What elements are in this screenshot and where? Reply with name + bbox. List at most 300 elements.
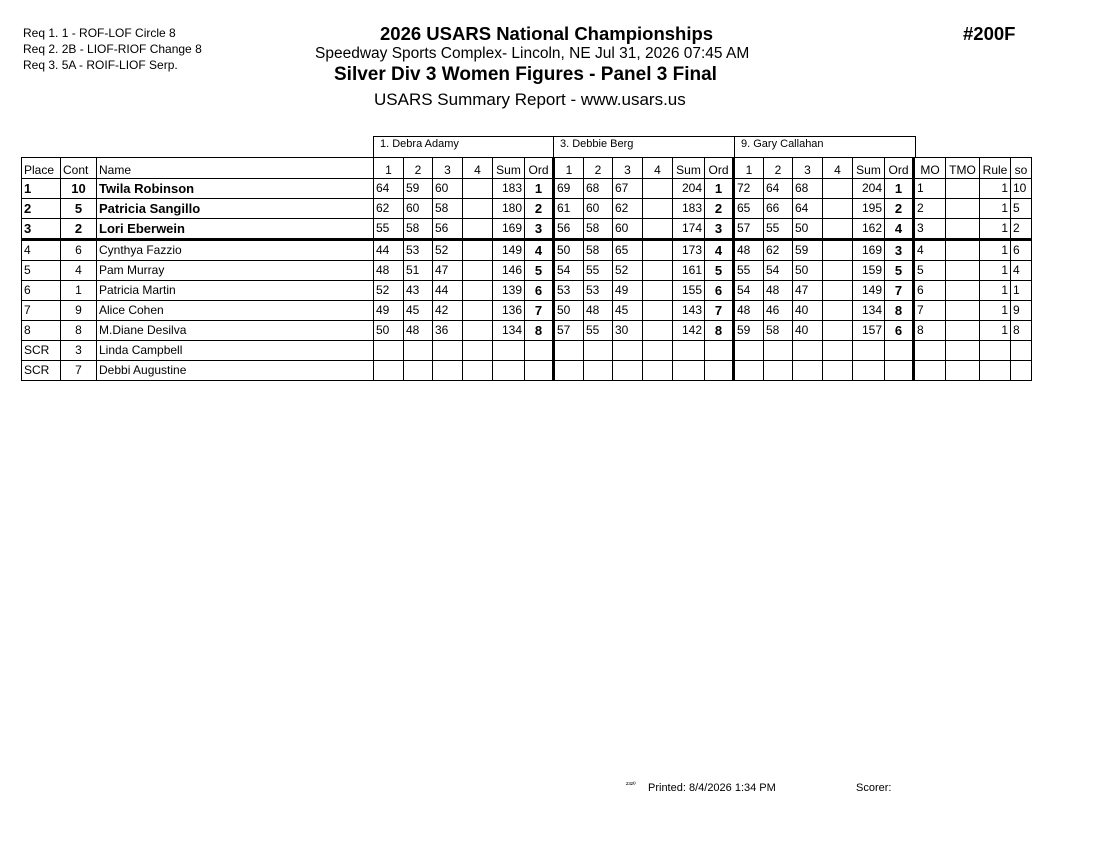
score-cell: 45: [404, 301, 433, 321]
sum-cell: 142: [673, 321, 705, 341]
place-cell: 8: [22, 321, 61, 341]
mo-cell: 3: [914, 219, 946, 240]
sum-cell: 157: [853, 321, 885, 341]
score-cell: [463, 341, 493, 361]
tmo-cell: [946, 179, 980, 199]
col-j1-2: 2: [404, 158, 433, 179]
col-j3-1: 1: [734, 158, 764, 179]
ord-cell: [705, 361, 734, 381]
col-cont: Cont: [61, 158, 97, 179]
sum-cell: [853, 341, 885, 361]
score-cell: 72: [734, 179, 764, 199]
place-cell: 6: [22, 281, 61, 301]
ord-cell: 3: [885, 240, 914, 261]
col-j2-ord: Ord: [705, 158, 734, 179]
table-row: [22, 179, 1032, 199]
cont-cell: 1: [61, 281, 97, 301]
table-row: [22, 361, 1032, 381]
mo-cell: 4: [914, 240, 946, 261]
sum-cell: 134: [493, 321, 525, 341]
score-cell: [823, 361, 853, 381]
col-j1-ord: Ord: [525, 158, 554, 179]
score-cell: 53: [554, 281, 584, 301]
score-cell: 51: [404, 261, 433, 281]
mo-cell: 7: [914, 301, 946, 321]
sum-cell: 136: [493, 301, 525, 321]
score-cell: 65: [734, 199, 764, 219]
score-cell: [823, 240, 853, 261]
place-cell: 2: [22, 199, 61, 219]
sum-cell: 139: [493, 281, 525, 301]
ord-cell: [885, 341, 914, 361]
sum-cell: [673, 361, 705, 381]
score-cell: [404, 361, 433, 381]
col-j2-2: 2: [584, 158, 613, 179]
ord-cell: 4: [705, 240, 734, 261]
ord-cell: 8: [705, 321, 734, 341]
score-cell: [643, 281, 673, 301]
table-row: [22, 341, 1032, 361]
score-cell: [463, 261, 493, 281]
so-cell: [1011, 341, 1032, 361]
cont-cell: 10: [61, 179, 97, 199]
cont-cell: 7: [61, 361, 97, 381]
rule-cell: 1: [980, 261, 1011, 281]
sum-cell: [493, 341, 525, 361]
score-cell: 48: [584, 301, 613, 321]
score-cell: [584, 361, 613, 381]
tmo-cell: [946, 199, 980, 219]
cont-cell: 9: [61, 301, 97, 321]
so-cell: 10: [1011, 179, 1032, 199]
so-cell: 2: [1011, 219, 1032, 240]
score-cell: 55: [374, 219, 404, 240]
footer-code: ²³²º: [626, 782, 636, 789]
sum-cell: [493, 361, 525, 381]
col-so: so: [1011, 158, 1032, 179]
score-cell: [643, 361, 673, 381]
score-cell: [823, 341, 853, 361]
ord-cell: 2: [705, 199, 734, 219]
tmo-cell: [946, 281, 980, 301]
score-cell: [793, 361, 823, 381]
score-cell: 54: [554, 261, 584, 281]
ord-cell: 8: [525, 321, 554, 341]
mo-cell: 6: [914, 281, 946, 301]
score-cell: [734, 361, 764, 381]
score-cell: 62: [613, 199, 643, 219]
score-cell: 48: [764, 281, 793, 301]
score-cell: 69: [554, 179, 584, 199]
score-cell: 60: [433, 179, 463, 199]
requirement-1: Req 1. 1 - ROF-LOF Circle 8: [23, 26, 176, 40]
score-cell: 40: [793, 301, 823, 321]
col-j1-3: 3: [433, 158, 463, 179]
score-cell: 54: [734, 281, 764, 301]
score-cell: 62: [764, 240, 793, 261]
score-cell: 68: [584, 179, 613, 199]
place-cell: 1: [22, 179, 61, 199]
judge-header-3: 9. Gary Callahan: [734, 136, 916, 157]
table-row: [22, 219, 1032, 240]
rule-cell: 1: [980, 301, 1011, 321]
score-cell: [433, 341, 463, 361]
sum-cell: 155: [673, 281, 705, 301]
mo-cell: 1: [914, 179, 946, 199]
rule-cell: 1: [980, 179, 1011, 199]
ord-cell: 6: [525, 281, 554, 301]
score-cell: [643, 321, 673, 341]
score-cell: [463, 281, 493, 301]
score-cell: 42: [433, 301, 463, 321]
so-cell: 5: [1011, 199, 1032, 219]
name-cell: Patricia Martin: [97, 281, 374, 301]
score-cell: [463, 179, 493, 199]
score-cell: 55: [584, 321, 613, 341]
name-cell: Debbi Augustine: [97, 361, 374, 381]
sum-cell: 195: [853, 199, 885, 219]
rule-cell: 1: [980, 199, 1011, 219]
score-cell: [463, 361, 493, 381]
ord-cell: 5: [885, 261, 914, 281]
sum-cell: 204: [853, 179, 885, 199]
score-cell: 36: [433, 321, 463, 341]
col-mo: MO: [914, 158, 946, 179]
so-cell: 6: [1011, 240, 1032, 261]
ord-cell: 1: [705, 179, 734, 199]
sum-cell: 169: [853, 240, 885, 261]
ord-cell: 4: [525, 240, 554, 261]
score-cell: [643, 261, 673, 281]
score-cell: [404, 341, 433, 361]
ord-cell: 2: [885, 199, 914, 219]
sum-cell: 180: [493, 199, 525, 219]
so-cell: 1: [1011, 281, 1032, 301]
table-row: [22, 321, 1032, 341]
col-j1-4: 4: [463, 158, 493, 179]
score-cell: 50: [793, 219, 823, 240]
score-cell: 47: [433, 261, 463, 281]
score-cell: [643, 240, 673, 261]
score-cell: 48: [404, 321, 433, 341]
score-cell: 66: [764, 199, 793, 219]
page-title: 2026 USARS National Championships: [380, 23, 714, 44]
col-j3-4: 4: [823, 158, 853, 179]
score-cell: 48: [734, 301, 764, 321]
place-cell: 5: [22, 261, 61, 281]
score-cell: 59: [734, 321, 764, 341]
cont-cell: 4: [61, 261, 97, 281]
report-name: USARS Summary Report - www.usars.us: [374, 90, 686, 109]
col-j2-4: 4: [643, 158, 673, 179]
table-row: [22, 199, 1032, 219]
ord-cell: [705, 341, 734, 361]
name-cell: Pam Murray: [97, 261, 374, 281]
score-cell: [764, 341, 793, 361]
score-cell: 49: [374, 301, 404, 321]
ord-cell: 3: [705, 219, 734, 240]
cont-cell: 8: [61, 321, 97, 341]
results-table: [21, 157, 1032, 381]
printed-timestamp: Printed: 8/4/2026 1:34 PM: [648, 782, 776, 794]
score-cell: 53: [404, 240, 433, 261]
score-cell: [643, 219, 673, 240]
event-number: #200F: [963, 23, 1016, 44]
score-cell: 56: [433, 219, 463, 240]
score-cell: 48: [374, 261, 404, 281]
name-cell: Linda Campbell: [97, 341, 374, 361]
location-date: Speedway Sports Complex- Lincoln, NE Jul 31, 2026 07:45 AM: [315, 45, 750, 62]
requirement-2: Req 2. 2B - LIOF-RIOF Change 8: [23, 42, 202, 56]
judge-header-1: 1. Debra Adamy: [373, 136, 553, 157]
ord-cell: 7: [705, 301, 734, 321]
score-cell: 57: [734, 219, 764, 240]
mo-cell: 2: [914, 199, 946, 219]
score-cell: [374, 361, 404, 381]
name-cell: M.Diane Desilva: [97, 321, 374, 341]
sum-cell: 162: [853, 219, 885, 240]
mo-cell: [914, 361, 946, 381]
score-cell: 64: [764, 179, 793, 199]
tmo-cell: [946, 321, 980, 341]
score-cell: 60: [584, 199, 613, 219]
score-cell: 60: [404, 199, 433, 219]
mo-cell: 5: [914, 261, 946, 281]
col-j2-1: 1: [554, 158, 584, 179]
ord-cell: 8: [885, 301, 914, 321]
score-cell: 60: [613, 219, 643, 240]
rule-cell: 1: [980, 321, 1011, 341]
score-cell: [823, 219, 853, 240]
score-cell: [764, 361, 793, 381]
score-cell: 55: [584, 261, 613, 281]
score-cell: [613, 341, 643, 361]
score-cell: [643, 301, 673, 321]
score-cell: [734, 341, 764, 361]
ord-cell: 6: [705, 281, 734, 301]
rule-cell: 1: [980, 281, 1011, 301]
score-cell: [823, 301, 853, 321]
score-cell: 62: [374, 199, 404, 219]
ord-cell: 1: [525, 179, 554, 199]
place-cell: SCR: [22, 361, 61, 381]
name-cell: Lori Eberwein: [97, 219, 374, 240]
col-name: Name: [97, 158, 374, 179]
col-j3-3: 3: [793, 158, 823, 179]
score-cell: 55: [734, 261, 764, 281]
score-cell: [613, 361, 643, 381]
so-cell: 8: [1011, 321, 1032, 341]
ord-cell: 3: [525, 219, 554, 240]
sum-cell: 174: [673, 219, 705, 240]
score-cell: [463, 321, 493, 341]
score-cell: 30: [613, 321, 643, 341]
score-cell: 58: [584, 240, 613, 261]
sum-cell: 169: [493, 219, 525, 240]
col-tmo: TMO: [946, 158, 980, 179]
score-cell: [584, 341, 613, 361]
score-cell: 48: [734, 240, 764, 261]
score-cell: 64: [793, 199, 823, 219]
table-header-row: [22, 158, 1032, 179]
col-j3-sum: Sum: [853, 158, 885, 179]
sum-cell: 149: [493, 240, 525, 261]
score-cell: 56: [554, 219, 584, 240]
sum-cell: 173: [673, 240, 705, 261]
cont-cell: 3: [61, 341, 97, 361]
place-cell: 4: [22, 240, 61, 261]
cont-cell: 2: [61, 219, 97, 240]
tmo-cell: [946, 341, 980, 361]
score-cell: 50: [793, 261, 823, 281]
score-cell: 58: [764, 321, 793, 341]
name-cell: Cynthya Fazzio: [97, 240, 374, 261]
col-j1-1: 1: [374, 158, 404, 179]
sum-cell: 204: [673, 179, 705, 199]
score-cell: 55: [764, 219, 793, 240]
place-cell: 3: [22, 219, 61, 240]
score-cell: 50: [554, 301, 584, 321]
place-cell: SCR: [22, 341, 61, 361]
score-cell: 50: [554, 240, 584, 261]
score-cell: 44: [374, 240, 404, 261]
score-cell: [463, 301, 493, 321]
score-cell: [643, 341, 673, 361]
so-cell: [1011, 361, 1032, 381]
name-cell: Patricia Sangillo: [97, 199, 374, 219]
so-cell: 4: [1011, 261, 1032, 281]
score-cell: 59: [404, 179, 433, 199]
place-cell: 7: [22, 301, 61, 321]
score-cell: [463, 219, 493, 240]
score-cell: 64: [374, 179, 404, 199]
score-cell: 65: [613, 240, 643, 261]
judge-header-2: 3. Debbie Berg: [553, 136, 734, 157]
rule-cell: 1: [980, 219, 1011, 240]
sum-cell: 146: [493, 261, 525, 281]
table-row: [22, 281, 1032, 301]
score-cell: 58: [584, 219, 613, 240]
col-j3-ord: Ord: [885, 158, 914, 179]
score-cell: 50: [374, 321, 404, 341]
score-cell: 57: [554, 321, 584, 341]
sum-cell: 159: [853, 261, 885, 281]
ord-cell: 2: [525, 199, 554, 219]
score-cell: 67: [613, 179, 643, 199]
sum-cell: [853, 361, 885, 381]
score-cell: 47: [793, 281, 823, 301]
score-cell: [823, 261, 853, 281]
tmo-cell: [946, 301, 980, 321]
name-cell: Alice Cohen: [97, 301, 374, 321]
score-cell: [463, 240, 493, 261]
score-cell: [823, 179, 853, 199]
col-j3-2: 2: [764, 158, 793, 179]
score-cell: 49: [613, 281, 643, 301]
requirement-3: Req 3. 5A - ROIF-LIOF Serp.: [23, 58, 178, 72]
tmo-cell: [946, 240, 980, 261]
score-cell: 54: [764, 261, 793, 281]
score-cell: 45: [613, 301, 643, 321]
col-place: Place: [22, 158, 61, 179]
tmo-cell: [946, 361, 980, 381]
mo-cell: [914, 341, 946, 361]
table-row: [22, 261, 1032, 281]
score-cell: 59: [793, 240, 823, 261]
score-cell: 52: [374, 281, 404, 301]
score-cell: [433, 361, 463, 381]
sum-cell: 149: [853, 281, 885, 301]
ord-cell: [525, 341, 554, 361]
ord-cell: 7: [885, 281, 914, 301]
sum-cell: 143: [673, 301, 705, 321]
col-j2-sum: Sum: [673, 158, 705, 179]
rule-cell: [980, 341, 1011, 361]
score-cell: [554, 341, 584, 361]
score-cell: [374, 341, 404, 361]
name-cell: Twila Robinson: [97, 179, 374, 199]
score-cell: 68: [793, 179, 823, 199]
sum-cell: 161: [673, 261, 705, 281]
score-cell: 43: [404, 281, 433, 301]
col-j1-sum: Sum: [493, 158, 525, 179]
cont-cell: 6: [61, 240, 97, 261]
so-cell: 9: [1011, 301, 1032, 321]
sum-cell: 134: [853, 301, 885, 321]
score-cell: [643, 199, 673, 219]
score-cell: [823, 199, 853, 219]
ord-cell: 6: [885, 321, 914, 341]
rule-cell: [980, 361, 1011, 381]
score-cell: [823, 281, 853, 301]
table-row: [22, 301, 1032, 321]
score-cell: 58: [433, 199, 463, 219]
score-cell: 46: [764, 301, 793, 321]
event-name: Silver Div 3 Women Figures - Panel 3 Final: [334, 64, 717, 85]
scorer-label: Scorer:: [856, 782, 892, 794]
score-cell: 61: [554, 199, 584, 219]
score-cell: 53: [584, 281, 613, 301]
ord-cell: [885, 361, 914, 381]
score-cell: [463, 199, 493, 219]
cont-cell: 5: [61, 199, 97, 219]
ord-cell: 4: [885, 219, 914, 240]
score-cell: [554, 361, 584, 381]
score-cell: [823, 321, 853, 341]
rule-cell: 1: [980, 240, 1011, 261]
score-cell: 52: [613, 261, 643, 281]
ord-cell: 5: [525, 261, 554, 281]
ord-cell: 7: [525, 301, 554, 321]
score-cell: [793, 341, 823, 361]
tmo-cell: [946, 219, 980, 240]
score-cell: 58: [404, 219, 433, 240]
ord-cell: [525, 361, 554, 381]
col-rule: Rule: [980, 158, 1011, 179]
sum-cell: 183: [673, 199, 705, 219]
col-j2-3: 3: [613, 158, 643, 179]
ord-cell: 5: [705, 261, 734, 281]
table-row: [22, 240, 1032, 261]
sum-cell: 183: [493, 179, 525, 199]
mo-cell: 8: [914, 321, 946, 341]
sum-cell: [673, 341, 705, 361]
score-cell: 44: [433, 281, 463, 301]
score-cell: [643, 179, 673, 199]
tmo-cell: [946, 261, 980, 281]
score-cell: 52: [433, 240, 463, 261]
score-cell: 40: [793, 321, 823, 341]
